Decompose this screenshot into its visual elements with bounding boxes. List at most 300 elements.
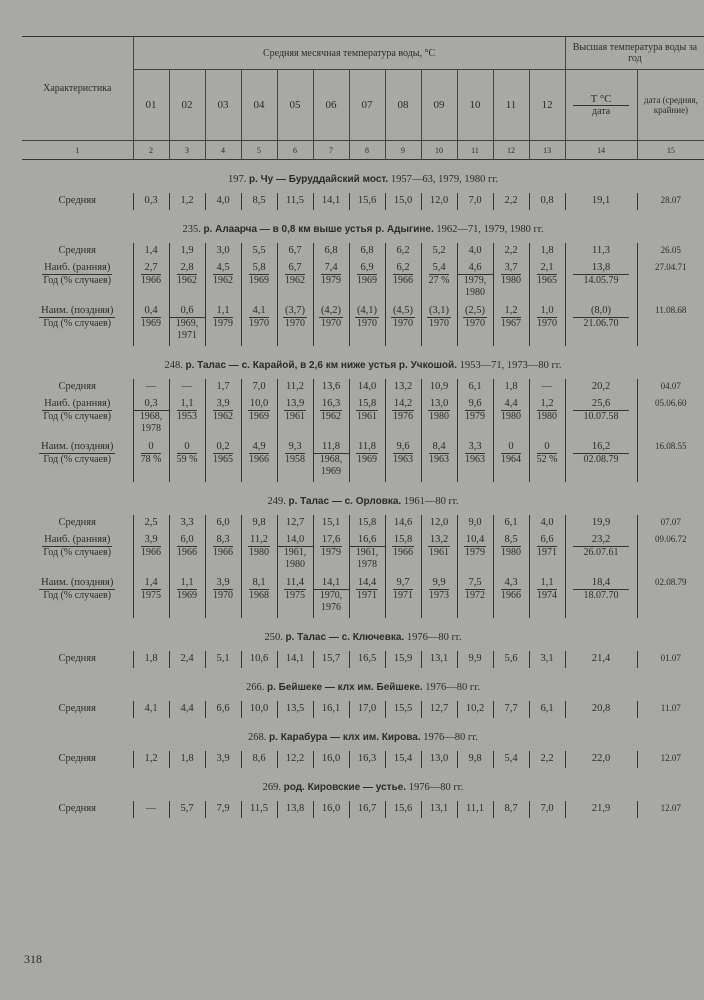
value: 9,3 xyxy=(285,441,305,454)
month-cell: — xyxy=(169,379,205,396)
station-name: р. Талас — с. Орловка. xyxy=(288,496,402,507)
month-cell xyxy=(205,303,241,346)
month-cell xyxy=(205,532,241,575)
month-cell xyxy=(277,260,313,303)
value-fraction xyxy=(357,262,377,287)
max-temp-cell: 22,0 xyxy=(565,751,637,768)
month-cell: 5,4 xyxy=(493,751,529,768)
month-cell xyxy=(421,532,457,575)
month-cell: 7,0 xyxy=(529,801,565,818)
year: 1961 xyxy=(357,411,377,422)
station-table xyxy=(22,751,704,768)
year: 1964 xyxy=(501,454,521,465)
max-temp-date: 18.07.70 xyxy=(583,590,619,601)
month-cell: 15,0 xyxy=(385,193,421,210)
table-row-mean xyxy=(22,751,704,768)
value-fraction xyxy=(177,441,198,466)
value: 2,7 xyxy=(141,262,161,275)
year: 1971 xyxy=(357,590,377,601)
month-cell xyxy=(169,532,205,575)
station-number: 250. xyxy=(264,632,283,643)
column-number: 12 xyxy=(493,141,529,160)
max-temp-cell: 20,2 xyxy=(565,379,637,396)
month-cell: 16,1 xyxy=(313,701,349,718)
value: 14,4 xyxy=(357,577,377,588)
month-cell xyxy=(277,303,313,346)
value: 16,6 xyxy=(350,534,385,547)
row-label xyxy=(22,260,133,303)
month-cell: 15,1 xyxy=(313,515,349,532)
value: 10,0 xyxy=(249,398,269,409)
value: 7,4 xyxy=(321,262,341,275)
max-temp: 18,4 xyxy=(573,577,629,590)
row-label-fraction xyxy=(42,398,112,423)
value-fraction xyxy=(213,398,233,423)
month-cell xyxy=(277,575,313,618)
row-label-fraction xyxy=(42,534,112,559)
year: 1969 xyxy=(357,275,377,286)
value: 0 xyxy=(501,441,521,454)
value-fraction xyxy=(391,305,415,330)
month-cell xyxy=(133,439,169,482)
month-cell: — xyxy=(133,379,169,396)
value-fraction xyxy=(501,262,521,287)
value: 0 xyxy=(177,441,198,454)
max-temp: (8,0) xyxy=(573,305,629,318)
max-temp-date-avg: 07.07 xyxy=(637,515,704,532)
station-title xyxy=(22,360,704,371)
value: 6,2 xyxy=(393,262,413,275)
year: 1965 xyxy=(213,454,233,465)
value-fraction xyxy=(320,398,342,423)
max-temp-date-avg: 02.08.79 xyxy=(637,575,704,618)
max-temp-date-avg: 27.04.71 xyxy=(637,260,704,303)
max-temp-date: 02.08.79 xyxy=(583,454,619,465)
station-table xyxy=(22,701,704,718)
month-cell xyxy=(385,260,421,303)
value-fraction xyxy=(501,305,521,330)
value: 4,4 xyxy=(501,398,521,411)
column-number: 3 xyxy=(169,141,205,160)
month-cell: 5,5 xyxy=(241,243,277,260)
month-cell xyxy=(385,439,421,482)
column-number: 5 xyxy=(241,141,277,160)
month-cell: 12,7 xyxy=(277,515,313,532)
month-cell: 10,6 xyxy=(241,651,277,668)
month-cell xyxy=(385,532,421,575)
value: 6,7 xyxy=(285,262,305,275)
year: 1969 xyxy=(177,590,197,601)
month-cell: 14,1 xyxy=(313,193,349,210)
value: 13,9 xyxy=(285,398,305,409)
value-fraction xyxy=(465,577,485,602)
header-yearly-title: Высшая температура воды за год xyxy=(565,37,704,70)
row-label xyxy=(22,303,133,346)
month-cell: 10,9 xyxy=(421,379,457,396)
month-cell xyxy=(133,532,169,575)
month-cell: 1,2 xyxy=(133,751,169,768)
row-label xyxy=(22,396,133,439)
value-fraction xyxy=(284,398,306,423)
max-temp-date-avg: 11.08.68 xyxy=(637,303,704,346)
value-fraction xyxy=(213,441,233,466)
value-fraction xyxy=(248,398,270,423)
value: 3,9 xyxy=(141,534,161,547)
value-fraction xyxy=(392,398,414,423)
month-cell xyxy=(205,396,241,439)
month-cell: 6,8 xyxy=(313,243,349,260)
month-cell: 1,8 xyxy=(493,379,529,396)
month-cell xyxy=(421,396,457,439)
value: 8,3 xyxy=(213,534,233,547)
month-cell: 3,9 xyxy=(205,751,241,768)
max-temp-fraction xyxy=(573,534,629,559)
value: 4,1 xyxy=(249,305,269,318)
column-number: 15 xyxy=(637,141,704,160)
value-fraction xyxy=(537,305,557,330)
station-years: 1976—80 гг. xyxy=(408,782,464,793)
month-cell: 16,0 xyxy=(313,801,349,818)
year: 1962 xyxy=(213,411,233,422)
header-month-12: 12 xyxy=(529,70,565,141)
value: 2,1 xyxy=(537,262,557,275)
month-cell xyxy=(457,396,493,439)
month-cell: 13,8 xyxy=(277,801,313,818)
table-row-mean xyxy=(22,379,704,396)
month-cell: 2,4 xyxy=(169,651,205,668)
header-month-03: 03 xyxy=(205,70,241,141)
year: 1969 xyxy=(357,454,377,465)
max-temp-cell xyxy=(565,532,637,575)
value-fraction xyxy=(463,305,487,330)
row-label: Средняя xyxy=(58,753,96,764)
year: 1970 xyxy=(465,318,485,329)
month-cell: 6,1 xyxy=(493,515,529,532)
station-title xyxy=(22,732,704,743)
station-title xyxy=(22,224,704,235)
station-number: 197. xyxy=(227,174,247,185)
value-fraction xyxy=(465,398,485,423)
value-fraction xyxy=(429,441,449,466)
row-label: Средняя xyxy=(58,381,96,392)
year: 1961 xyxy=(285,411,305,422)
month-cell: 13,0 xyxy=(421,751,457,768)
year: 1970, 1976 xyxy=(319,590,343,613)
value: 7,5 xyxy=(465,577,485,590)
row-label-top: Наим. (поздняя) xyxy=(41,441,114,452)
value-fraction xyxy=(350,534,385,571)
month-cell: 4,1 xyxy=(133,701,169,718)
header-t-label: T °C xyxy=(573,93,629,106)
row-label-bottom: Год (% случаев) xyxy=(43,454,112,465)
year: 1962 xyxy=(177,275,197,286)
year: 1963 xyxy=(393,454,413,465)
year: 1979 xyxy=(321,547,341,558)
max-temp-date-avg: 05.06.60 xyxy=(637,396,704,439)
value: (3,1) xyxy=(428,305,450,316)
month-cell xyxy=(457,439,493,482)
month-cell: 6,2 xyxy=(385,243,421,260)
station-years: 1976—80 гг. xyxy=(425,682,480,693)
year: 1979 xyxy=(465,411,485,422)
year: 1968 xyxy=(249,590,269,601)
year: 1966 xyxy=(141,547,161,558)
month-cell: 14,6 xyxy=(385,515,421,532)
month-cell: 17,0 xyxy=(349,701,385,718)
header-t-date-label: дата xyxy=(592,105,611,117)
year: 1980 xyxy=(501,547,521,558)
month-cell: 6,0 xyxy=(205,515,241,532)
value-fraction xyxy=(429,262,450,287)
value: 4,6 xyxy=(458,262,493,275)
value-fraction xyxy=(393,262,413,287)
month-cell: 0,8 xyxy=(529,193,565,210)
month-cell: 6,1 xyxy=(457,379,493,396)
value-fraction xyxy=(134,398,169,435)
month-cell: 5,7 xyxy=(169,801,205,818)
max-temp-cell xyxy=(565,303,637,346)
page-number: 318 xyxy=(24,952,42,966)
value-fraction xyxy=(283,305,307,330)
table-row-mean xyxy=(22,701,704,718)
table-row-mean xyxy=(22,243,704,260)
value: 8,4 xyxy=(429,441,449,454)
year: 1967 xyxy=(501,318,521,329)
value-fraction xyxy=(314,577,349,614)
table-row-max xyxy=(22,532,704,575)
station-title xyxy=(22,632,704,643)
year: 1966 xyxy=(501,590,521,601)
max-temp: 16,2 xyxy=(573,441,629,454)
month-cell xyxy=(169,575,205,618)
column-number: 1 xyxy=(22,141,133,160)
year: 1961, 1980 xyxy=(283,547,307,570)
value: 5,8 xyxy=(249,262,269,275)
station-title xyxy=(22,174,704,185)
month-cell xyxy=(241,260,277,303)
month-cell xyxy=(493,260,529,303)
value-fraction xyxy=(465,441,485,466)
month-cell: 13,5 xyxy=(277,701,313,718)
month-cell: 15,9 xyxy=(385,651,421,668)
month-cell: 1,7 xyxy=(205,379,241,396)
max-temp-date-avg: 28.07 xyxy=(637,193,704,210)
max-temp-date: 26.07.61 xyxy=(583,547,619,558)
month-cell: 2,2 xyxy=(529,751,565,768)
month-cell xyxy=(529,396,565,439)
month-cell: 8,7 xyxy=(493,801,529,818)
value: 8,5 xyxy=(501,534,521,547)
station-name: р. Чу — Буруддайский мост. xyxy=(248,174,389,185)
value-fraction xyxy=(213,305,233,330)
max-temp-date: 21.06.70 xyxy=(583,318,619,329)
month-cell xyxy=(277,396,313,439)
month-cell xyxy=(313,396,349,439)
value: 10,4 xyxy=(465,534,485,545)
month-cell: 7,0 xyxy=(457,193,493,210)
value-fraction xyxy=(278,534,313,571)
value: 1,4 xyxy=(141,577,161,590)
month-cell: 0,3 xyxy=(133,193,169,210)
value-fraction xyxy=(177,577,197,602)
month-cell xyxy=(133,396,169,439)
year: 27 % xyxy=(428,275,450,286)
value: 0,4 xyxy=(141,305,161,318)
month-cell xyxy=(313,303,349,346)
header-month-01: 01 xyxy=(133,70,169,141)
header-month-04: 04 xyxy=(241,70,277,141)
month-cell: 9,9 xyxy=(457,651,493,668)
value: 3,9 xyxy=(213,398,233,411)
month-cell: 13,1 xyxy=(421,651,457,668)
table-header xyxy=(22,36,704,160)
month-cell: 3,0 xyxy=(205,243,241,260)
value-fraction xyxy=(213,534,233,559)
value: 0 xyxy=(141,441,162,454)
year: 1980 xyxy=(501,275,521,286)
station-number: 248. xyxy=(164,360,183,371)
month-cell: 11,2 xyxy=(277,379,313,396)
month-cell: 16,7 xyxy=(349,801,385,818)
month-cell: 9,8 xyxy=(457,751,493,768)
month-cell: 16,3 xyxy=(349,751,385,768)
value-fraction xyxy=(428,534,450,559)
max-temp-fraction xyxy=(573,398,629,423)
value: 4,9 xyxy=(249,441,269,454)
month-cell: 12,2 xyxy=(277,751,313,768)
document-page xyxy=(22,36,704,818)
value-fraction xyxy=(355,305,379,330)
max-temp-date-avg: 04.07 xyxy=(637,379,704,396)
value: 4,5 xyxy=(213,262,233,275)
month-cell xyxy=(529,532,565,575)
header-date-label: дата (средняя, крайние) xyxy=(637,70,704,141)
month-cell xyxy=(169,260,205,303)
row-label: Средняя xyxy=(58,517,96,528)
month-cell: 4,0 xyxy=(457,243,493,260)
month-cell: 13,6 xyxy=(313,379,349,396)
value-fraction xyxy=(321,262,341,287)
value: 14,0 xyxy=(278,534,313,547)
value-fraction xyxy=(458,262,493,299)
value-fraction xyxy=(141,441,162,466)
month-cell: 16,0 xyxy=(313,751,349,768)
month-cell xyxy=(529,260,565,303)
month-cell xyxy=(205,575,241,618)
month-cell: 8,6 xyxy=(241,751,277,768)
row-label-bottom: Год (% случаев) xyxy=(43,590,112,601)
max-temp-fraction xyxy=(573,577,629,602)
value: 9,6 xyxy=(465,398,485,411)
year: 1975 xyxy=(285,590,305,601)
max-temp: 23,2 xyxy=(573,534,629,547)
value: 11,4 xyxy=(286,577,304,588)
month-cell: 15,7 xyxy=(313,651,349,668)
month-cell xyxy=(349,532,385,575)
value-fraction xyxy=(314,441,349,478)
max-temp-fraction xyxy=(573,441,629,466)
value-fraction xyxy=(537,534,557,559)
month-cell xyxy=(349,303,385,346)
month-cell: 15,6 xyxy=(385,801,421,818)
month-cell: 4,0 xyxy=(205,193,241,210)
value-fraction xyxy=(213,262,233,287)
year: 1970 xyxy=(321,318,341,329)
station-years: 1962—71, 1979, 1980 гг. xyxy=(436,224,544,235)
month-cell xyxy=(529,439,565,482)
month-cell: 12,0 xyxy=(421,515,457,532)
month-cell xyxy=(457,303,493,346)
header-month-02: 02 xyxy=(169,70,205,141)
month-cell xyxy=(529,303,565,346)
value: 6,9 xyxy=(357,262,377,275)
month-cell xyxy=(313,575,349,618)
month-cell xyxy=(385,303,421,346)
max-temp-cell xyxy=(565,439,637,482)
value: 9,9 xyxy=(429,577,449,590)
station-title xyxy=(22,782,704,793)
value-fraction xyxy=(428,398,450,423)
value-fraction xyxy=(177,534,197,559)
year: 1968, 1978 xyxy=(139,411,163,434)
header-month-05: 05 xyxy=(277,70,313,141)
value-fraction xyxy=(537,262,557,287)
month-cell: 8,5 xyxy=(241,193,277,210)
value: 0,3 xyxy=(134,398,169,411)
month-cell xyxy=(241,396,277,439)
year: 1974 xyxy=(537,590,557,601)
month-cell xyxy=(313,439,349,482)
month-cell: 14,1 xyxy=(277,651,313,668)
row-label-fraction xyxy=(39,441,115,466)
row-label-top: Наиб. (ранняя) xyxy=(44,534,111,545)
max-temp-date-avg: 12.07 xyxy=(637,801,704,818)
value: 1,1 xyxy=(177,577,197,590)
station-table xyxy=(22,515,704,618)
max-temp-cell: 19,9 xyxy=(565,515,637,532)
year: 1970 xyxy=(393,318,413,329)
header-t-date xyxy=(565,70,637,141)
station-years: 1957—63, 1979, 1980 гг. xyxy=(390,174,499,185)
month-cell: 2,2 xyxy=(493,243,529,260)
year: 1969 xyxy=(249,411,269,422)
table-row-mean xyxy=(22,515,704,532)
year: 1972 xyxy=(465,590,485,601)
value: 16,3 xyxy=(321,398,341,409)
value: 11,8 xyxy=(314,441,349,454)
month-cell: 11,1 xyxy=(457,801,493,818)
row-label-fraction xyxy=(39,305,115,330)
value: 1,1 xyxy=(177,398,197,411)
month-cell xyxy=(277,439,313,482)
month-cell: 15,4 xyxy=(385,751,421,768)
month-cell xyxy=(493,532,529,575)
value: 9,7 xyxy=(393,577,413,590)
value-fraction xyxy=(501,441,521,466)
value-fraction xyxy=(501,577,521,602)
year: 1963 xyxy=(429,454,449,465)
month-cell: 9,8 xyxy=(241,515,277,532)
max-temp-cell: 11,3 xyxy=(565,243,637,260)
value-fraction xyxy=(249,305,269,330)
table-row-min xyxy=(22,303,704,346)
row-label: Средняя xyxy=(58,703,96,714)
column-number: 11 xyxy=(457,141,493,160)
value: 1,1 xyxy=(537,577,557,590)
value: 13,2 xyxy=(429,534,449,545)
value: 0 xyxy=(537,441,558,454)
value: (3,7) xyxy=(284,305,306,316)
